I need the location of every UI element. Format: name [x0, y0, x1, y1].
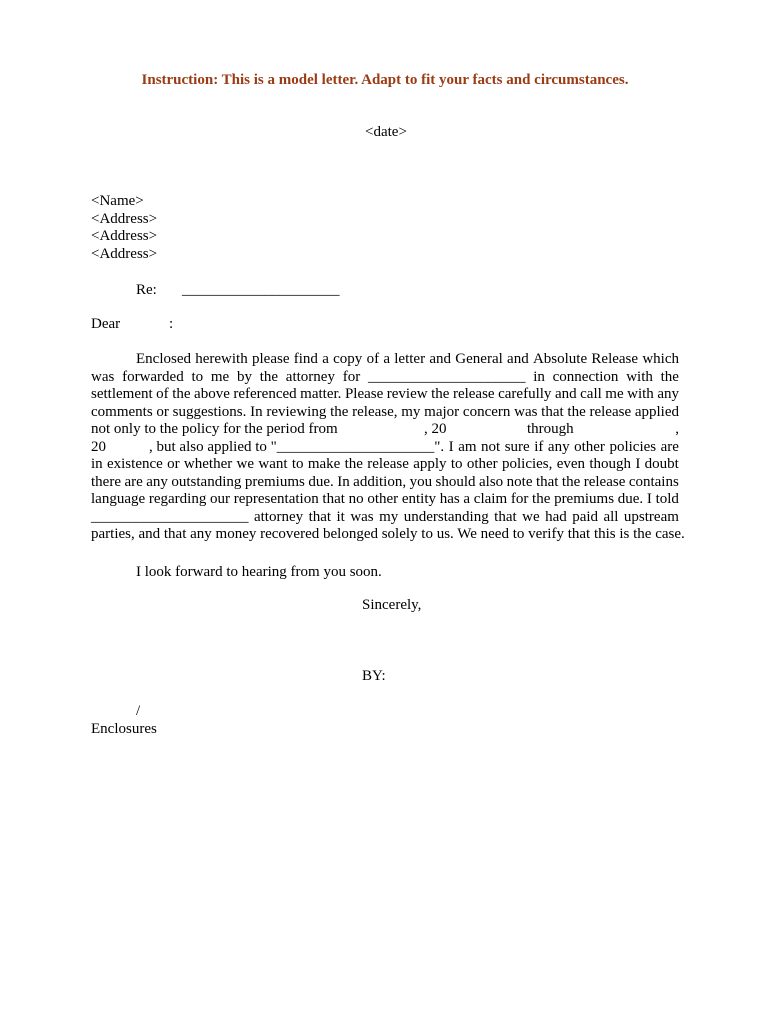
body-word: entity — [401, 491, 437, 507]
body-word: Release — [591, 351, 639, 367]
body-word: no — [348, 491, 364, 507]
year-prefix-text: 20 — [91, 438, 106, 455]
body-word: there — [91, 473, 121, 490]
body-word: to — [291, 456, 304, 472]
body-word: Absolute — [532, 351, 588, 367]
body-word: are — [660, 438, 679, 455]
body-word: the — [330, 403, 349, 420]
body-word: release — [367, 456, 409, 472]
salutation-word: Dear — [91, 316, 121, 332]
body-word: understanding — [403, 508, 489, 525]
body-word: any — [657, 386, 679, 402]
body-word: that — [322, 491, 345, 507]
body-word: regarding — [148, 491, 207, 507]
instruction-heading: Instruction: This is a model letter. Adapt to fit your facts and circumstances. — [141, 72, 629, 88]
body-word: connection — [552, 368, 619, 385]
body-word: also — [479, 473, 504, 490]
body-word: above — [194, 386, 230, 402]
body-word: please — [252, 351, 290, 367]
body-word: to — [191, 368, 204, 385]
body-word: I — [448, 438, 454, 455]
body-word: existence — [106, 456, 163, 472]
body-word: , but also applied to "_____________________". — [149, 438, 445, 455]
recipient-name: <Name> — [91, 193, 144, 209]
body-word: attorney — [253, 508, 304, 525]
body-word: other — [367, 491, 399, 507]
body-word: due. — [617, 491, 644, 507]
body-word: major — [424, 403, 460, 420]
salutation-colon: : — [169, 316, 174, 332]
body-word: that — [535, 473, 559, 490]
body-word: herewith — [195, 351, 248, 367]
body-word: you — [409, 473, 433, 490]
period-text: not only to the policy for the period from — [91, 421, 338, 437]
body-line — [91, 404, 679, 422]
body-word: any — [146, 473, 168, 490]
body-word: attorney — [285, 368, 335, 385]
body-word: not — [481, 438, 501, 455]
body-word: sure — [504, 438, 530, 455]
body-word: the — [172, 386, 191, 402]
body-word: or — [167, 456, 180, 472]
recipient-address-block — [91, 193, 157, 263]
body-word: forwarded — [122, 368, 184, 385]
line-6-rest — [149, 439, 679, 457]
body-line — [91, 369, 679, 387]
through-text: through — [527, 421, 574, 437]
body-word: find — [293, 351, 318, 367]
body-word: had — [545, 508, 567, 525]
body-line — [91, 439, 679, 457]
body-word: and — [429, 351, 452, 367]
body-line — [91, 474, 679, 492]
body-word: Enclosed — [136, 351, 191, 367]
body-word: it — [336, 508, 345, 525]
body-word: told — [655, 491, 679, 507]
body-word: comments — [91, 403, 153, 420]
body-word: premiums — [244, 473, 305, 490]
body-word: General — [455, 351, 503, 367]
body-word: reviewing — [266, 403, 327, 420]
letter-date: <date> — [365, 124, 407, 140]
body-word: paid — [572, 508, 599, 525]
enclosures-label: Enclosures — [91, 721, 157, 737]
body-word: claim — [473, 491, 508, 507]
body-word: the — [259, 368, 279, 385]
body-line — [91, 491, 679, 509]
body-word: doubt — [644, 456, 679, 472]
body-line — [91, 509, 679, 527]
body-word: was — [514, 403, 538, 420]
body-word: the — [532, 491, 551, 507]
body-word: matter. — [300, 386, 342, 402]
body-word: concern — [462, 403, 511, 420]
body-word: to — [450, 456, 463, 472]
body-word: make — [307, 456, 341, 472]
body-word: note — [506, 473, 533, 490]
body-word: policies — [609, 438, 657, 455]
body-word: a — [383, 351, 390, 367]
signature-by-label: BY: — [362, 668, 386, 684]
body-word: should — [435, 473, 476, 490]
body-word: other — [574, 438, 605, 455]
body-word: though — [589, 456, 632, 472]
body-word: carefully — [498, 386, 552, 402]
body-word: release — [589, 403, 632, 420]
re-blank-line: _____________________ — [182, 282, 340, 298]
body-word: we — [522, 508, 540, 525]
body-word: with — [626, 368, 653, 385]
body-word: release — [583, 473, 626, 490]
body-line — [91, 456, 679, 474]
body-word: our — [210, 491, 231, 507]
sincerely-text: Sincerely, — [362, 597, 422, 613]
body-word: want — [258, 456, 288, 472]
body-word: _____________________ — [367, 368, 526, 385]
body-word: my — [379, 508, 399, 525]
body-word: the — [660, 368, 679, 385]
body-word: has — [439, 491, 460, 507]
body-word: was — [91, 368, 115, 385]
body-word: are — [124, 473, 143, 490]
body-word: any — [547, 438, 570, 455]
closing-line: I look forward to hearing from you soon. — [136, 564, 382, 580]
body-word: in — [533, 368, 545, 385]
body-word: and — [507, 351, 529, 367]
body-word: for — [510, 491, 529, 507]
body-word: call — [580, 386, 602, 402]
body-word: and — [554, 386, 577, 402]
body-word: my — [401, 403, 421, 420]
body-word: in — [91, 456, 103, 472]
body-word: the — [431, 386, 450, 402]
body-word: whether — [183, 456, 233, 472]
body-word: of — [156, 386, 169, 402]
body-word: outstanding — [171, 473, 242, 490]
body-word: which — [642, 351, 679, 367]
body-word: a — [463, 491, 471, 507]
body-word: a — [322, 351, 329, 367]
body-word: the — [344, 456, 363, 472]
body-word: suggestions. — [172, 403, 247, 420]
body-word: we — [236, 456, 255, 472]
body-word: representation — [233, 491, 319, 507]
body-word: that — [494, 508, 517, 525]
period-year-text: , 20 — [424, 421, 447, 437]
body-word: contains — [628, 473, 679, 490]
body-line — [91, 386, 679, 404]
body-word: other — [466, 456, 498, 472]
body-word: that — [308, 508, 332, 525]
body-word: review — [386, 386, 428, 402]
body-word: I — [635, 456, 641, 472]
re-label: Re: — [136, 282, 157, 298]
body-word: with — [627, 386, 654, 402]
body-word: release, — [352, 403, 398, 420]
body-word: of — [366, 351, 380, 367]
body-word: that — [541, 403, 564, 420]
body-word: In — [337, 473, 350, 490]
body-line — [91, 351, 679, 369]
body-word: language — [91, 491, 146, 507]
body-word: by — [236, 368, 252, 385]
body-word: _____________________ — [91, 508, 249, 525]
body-word: settlement — [91, 386, 153, 402]
body-word: release — [452, 386, 495, 402]
body-word: copy — [333, 351, 363, 367]
body-word: addition, — [353, 473, 407, 490]
body-word: the — [561, 473, 581, 490]
body-word: due. — [308, 473, 334, 490]
body-word: am — [458, 438, 477, 455]
body-word: for — [342, 368, 361, 385]
body-word: was — [350, 508, 374, 525]
body-word: me — [605, 386, 624, 402]
body-word: even — [556, 456, 586, 472]
body-word: In — [250, 403, 263, 420]
body-line — [91, 421, 679, 439]
initials-slash: / — [136, 703, 141, 719]
body-word: the — [567, 403, 586, 420]
body-word: me — [210, 368, 230, 385]
body-word: referenced — [233, 386, 297, 402]
body-word: letter — [394, 351, 426, 367]
recipient-address-line: <Address> — [91, 210, 158, 227]
body-paragraph — [91, 351, 685, 544]
body-word: Please — [344, 386, 384, 402]
body-word: upstream — [623, 508, 679, 525]
comma-text: , — [675, 421, 679, 437]
recipient-address-line: <Address> — [91, 228, 158, 244]
body-word: all — [603, 508, 619, 525]
body-word: if — [534, 438, 544, 455]
body-word: or — [156, 403, 169, 420]
body-word: applied — [634, 403, 679, 420]
body-word: apply — [413, 456, 447, 472]
body-word: premiums — [554, 491, 615, 507]
body-word: I — [646, 491, 652, 507]
body-line: parties, and that any money recovered belonged solely to us. We need to verify that this is the case. — [91, 526, 685, 542]
recipient-address-line: <Address> — [91, 245, 158, 262]
body-word: policies, — [501, 456, 553, 472]
